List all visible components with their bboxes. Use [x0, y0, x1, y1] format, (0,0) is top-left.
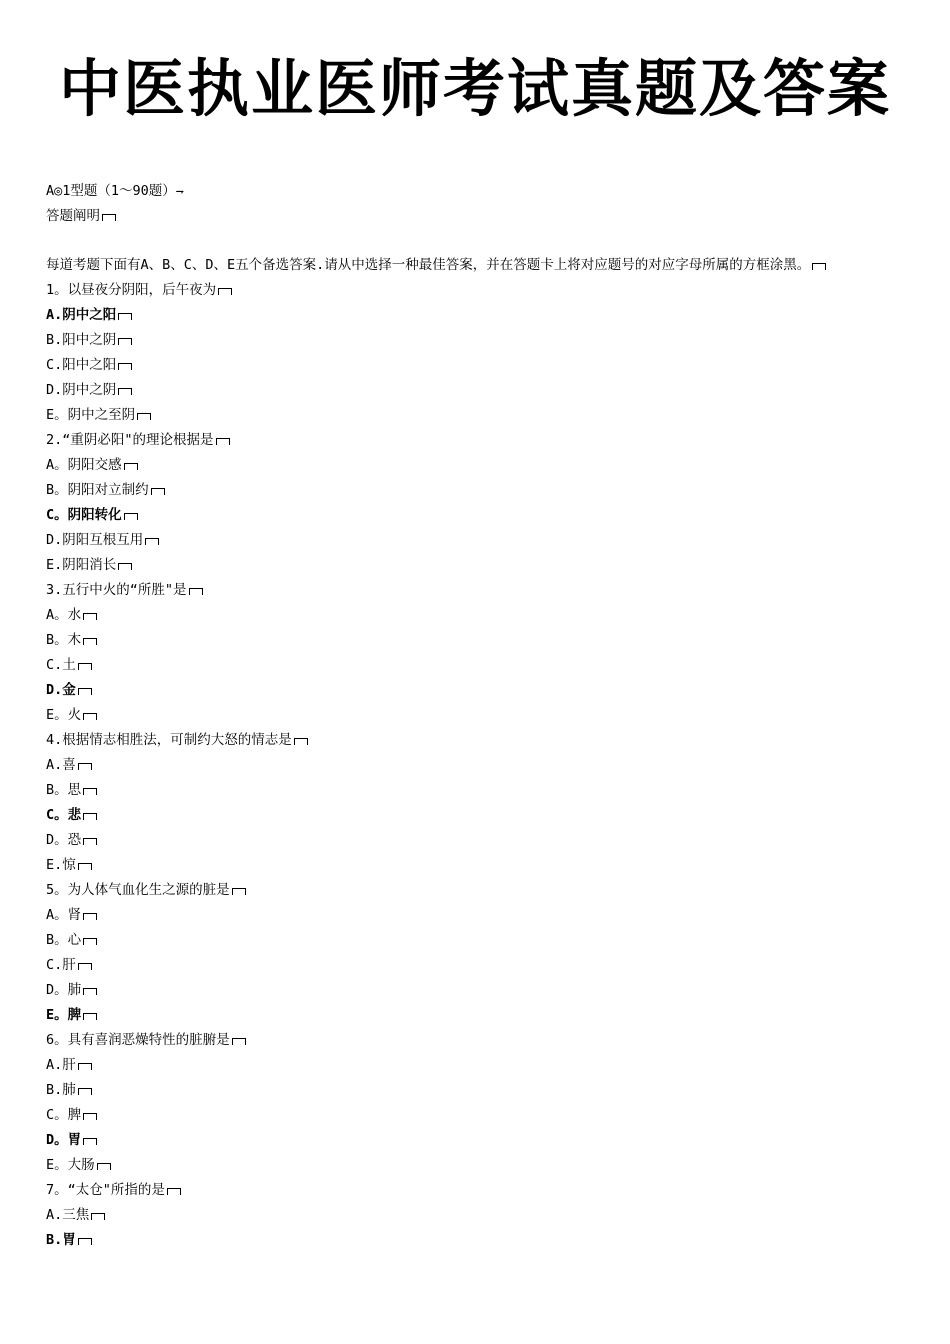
- paragraph-mark-icon: [124, 513, 138, 520]
- paragraph-mark-icon: [137, 413, 151, 420]
- answer-option: [46, 703, 906, 728]
- paragraph-mark-icon: [83, 713, 97, 720]
- paragraph-mark-icon: [78, 763, 92, 770]
- paragraph-mark-icon: [151, 488, 165, 495]
- answer-option: [46, 353, 906, 378]
- paragraph-mark-icon: [83, 813, 97, 820]
- answer-option: [46, 853, 906, 878]
- option-text: A.喜: [46, 757, 76, 773]
- option-text: B。思: [46, 782, 82, 798]
- option-text: B.肺: [46, 1082, 76, 1098]
- answer-option-correct: [46, 803, 906, 828]
- answer-option: [46, 1203, 906, 1228]
- option-text: C.土: [46, 657, 76, 673]
- paragraph-mark-icon: [118, 388, 132, 395]
- paragraph-mark-icon: [83, 913, 97, 920]
- answer-option: [46, 328, 906, 353]
- paragraph-mark-icon: [83, 638, 97, 645]
- paragraph-mark-icon: [78, 663, 92, 670]
- answer-option: [46, 778, 906, 803]
- answer-option: [46, 1078, 906, 1103]
- option-text: D.阴阳互根互用: [46, 532, 144, 548]
- question-text: 6。具有喜润恶燥特性的脏腑是: [46, 1032, 230, 1048]
- option-text: B。心: [46, 932, 82, 948]
- option-text: D.阴中之阴: [46, 382, 117, 398]
- answer-option: [46, 628, 906, 653]
- option-text: A.阴中之阳: [46, 307, 117, 323]
- paragraph-mark-icon: [83, 1013, 97, 1020]
- paragraph-mark-icon: [83, 613, 97, 620]
- question-stem: [46, 578, 906, 603]
- option-text: B.胃: [46, 1232, 76, 1248]
- option-text: A。肾: [46, 907, 82, 923]
- paragraph-mark-icon: [294, 738, 308, 745]
- option-text: E.阴阳消长: [46, 557, 117, 573]
- answer-option-correct: [46, 678, 906, 703]
- option-text: C。悲: [46, 807, 82, 823]
- answer-option-correct: [46, 1003, 906, 1028]
- option-text: C。阴阳转化: [46, 507, 122, 523]
- paragraph-mark-icon: [97, 1163, 111, 1170]
- question-text: 1。以昼夜分阴阳，后午夜为: [46, 282, 217, 298]
- option-text: D.金: [46, 682, 76, 698]
- option-text: A.三焦: [46, 1207, 90, 1223]
- answer-option: [46, 828, 906, 853]
- paragraph-mark-icon: [118, 313, 132, 320]
- answer-option: [46, 478, 906, 503]
- option-text: C.肝: [46, 957, 76, 973]
- paragraph-mark-icon: [83, 838, 97, 845]
- paragraph-mark-icon: [78, 963, 92, 970]
- question-text: 4.根据情志相胜法，可制约大怒的情志是: [46, 732, 292, 748]
- option-text: C。脾: [46, 1107, 82, 1123]
- answer-option: [46, 953, 906, 978]
- document-body: [46, 179, 906, 1253]
- paragraph-mark-icon: [812, 263, 826, 270]
- paragraph-mark-icon: [232, 888, 246, 895]
- paragraph-mark-icon: [83, 938, 97, 945]
- answer-option: [46, 1153, 906, 1178]
- paragraph-mark-icon: [145, 538, 159, 545]
- answer-option-correct: [46, 503, 906, 528]
- option-text: B。阴阳对立制约: [46, 482, 149, 498]
- answer-option: [46, 378, 906, 403]
- paragraph-mark-icon: [83, 1113, 97, 1120]
- option-text: E.惊: [46, 857, 76, 873]
- question-text: 5。为人体气血化生之源的脏是: [46, 882, 230, 898]
- page-title: 中医执业医师考试真题及答案: [58, 52, 891, 125]
- instructions-text: 每道考题下面有A、B、C、D、E五个备选答案.请从中选择一种最佳答案，并在答题卡上将对应题号的对应字母所属的方框涂黑。: [46, 257, 811, 273]
- paragraph-mark-icon: [83, 1138, 97, 1145]
- option-text: D。胃: [46, 1132, 82, 1148]
- option-text: E。火: [46, 707, 82, 723]
- option-text: D。恐: [46, 832, 82, 848]
- paragraph-mark-icon: [167, 1188, 181, 1195]
- paragraph-mark-icon: [91, 1213, 105, 1220]
- paragraph-mark-icon: [102, 214, 116, 221]
- blank-line: [46, 229, 906, 253]
- paragraph-mark-icon: [83, 988, 97, 995]
- paragraph-mark-icon: [83, 788, 97, 795]
- paragraph-mark-icon: [78, 1063, 92, 1070]
- paragraph-mark-icon: [78, 688, 92, 695]
- question-text: 2.“重阴必阳"的理论根据是: [46, 432, 214, 448]
- question-stem: [46, 428, 906, 453]
- paragraph-mark-icon: [78, 1088, 92, 1095]
- option-text: D。肺: [46, 982, 82, 998]
- paragraph-mark-icon: [232, 1038, 246, 1045]
- answer-option: [46, 903, 906, 928]
- paragraph-mark-icon: [78, 1238, 92, 1245]
- option-text: E。脾: [46, 1007, 82, 1023]
- instructions-paragraph: [46, 253, 906, 278]
- answer-option: [46, 453, 906, 478]
- answer-option: [46, 1053, 906, 1078]
- paragraph-mark-icon: [118, 363, 132, 370]
- paragraph-mark-icon: [189, 588, 203, 595]
- option-text: E。大肠: [46, 1157, 95, 1173]
- answer-option-correct: [46, 303, 906, 328]
- question-stem: [46, 878, 906, 903]
- question-stem: [46, 278, 906, 303]
- option-text: B。木: [46, 632, 82, 648]
- option-text: A。水: [46, 607, 82, 623]
- answer-option: [46, 928, 906, 953]
- option-text: A。阴阳交感: [46, 457, 122, 473]
- paragraph-mark-icon: [124, 463, 138, 470]
- question-stem: [46, 1178, 906, 1203]
- instructions-heading-line: [46, 204, 906, 229]
- option-text: B.阳中之阴: [46, 332, 117, 348]
- answer-option: [46, 753, 906, 778]
- paragraph-mark-icon: [78, 863, 92, 870]
- paragraph-mark-icon: [118, 338, 132, 345]
- paragraph-mark-icon: [216, 438, 230, 445]
- answer-option: [46, 528, 906, 553]
- section-header: A◎1型题（1～90题）⇁: [46, 183, 184, 199]
- option-text: C.阳中之阳: [46, 357, 117, 373]
- paragraph-mark-icon: [218, 288, 232, 295]
- question-stem: [46, 728, 906, 753]
- answer-option: [46, 1103, 906, 1128]
- option-text: A.肝: [46, 1057, 76, 1073]
- answer-option-correct: [46, 1228, 906, 1253]
- answer-option: [46, 403, 906, 428]
- question-list: [46, 278, 906, 1253]
- question-stem: [46, 1028, 906, 1053]
- answer-option-correct: [46, 1128, 906, 1153]
- question-text: 7。“太仓"所指的是: [46, 1182, 165, 1198]
- answer-option: [46, 603, 906, 628]
- answer-option: [46, 653, 906, 678]
- question-text: 3.五行中火的“所胜"是: [46, 582, 187, 598]
- answer-option: [46, 553, 906, 578]
- paragraph-mark-icon: [118, 563, 132, 570]
- option-text: E。阴中之至阴: [46, 407, 136, 423]
- instructions-heading: 答题阐明: [46, 208, 100, 224]
- answer-option: [46, 978, 906, 1003]
